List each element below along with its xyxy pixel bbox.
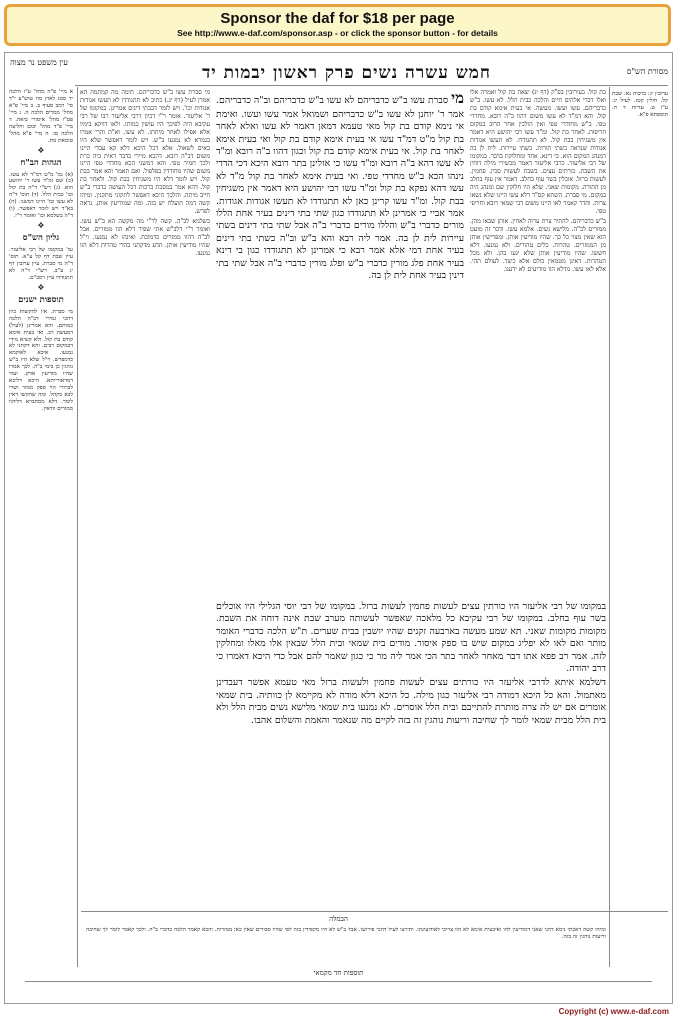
- hagahos-title: הגהות הב"ח: [20, 157, 62, 168]
- rashi-text-2: ב"ש כדבריהם. להתיר צרת ערוה לאחין. אותן שבאו מהן. ממזרים לב"ה. מלישא נשים. אלמא עשו. ודבר זה מועט הוא שאין מצוי כל כך. שהיו מודיעין אותן. ומפרישין אותן מן הממזרים. טהרות. כלים טהורים. ולא נמנעו. דלא חששו. שהיו מודיעין אותן שלא יגעו בהן. ולא מכל הטהרות. דאינן מטמאין כולם אלא כיצד. לעולם תהי. אלא לאו עשו. מדלא הוו מודיעים לא ידענו.: [470, 218, 606, 273]
- bottom-text: ומיהו קשה דאכתי נימא דהני שאני דמודיעין להו ואיבעית אימא לא הוו צריכי לאודועינהו. ותירצו לעיל דהכי פירושו. אבל ב"ש לא היו מקפידין בזה לפי שהיו סבורים שאין כאן ממזרות. והכא קאמר הלכה כדברי ב"ה. ולכך קאמר לומר לך שחיבה וריעות נוהגין זה בזה.: [86, 927, 606, 940]
- footer-rule: [25, 981, 652, 982]
- sponsor-title[interactable]: Sponsor the daf for $18 per page: [220, 10, 455, 27]
- gemara-column: [216, 89, 464, 629]
- tosafos-text: מי סברת עשו ב"ש כדבריהם. תימה מה קמתמה הא אמרן לעיל (דף יג.) כתיב לא תתגודדו לא תעשו אגודות אגודות וכו'. ויש לומר דבבתי דינים אמרינן. במקומו של ר' אליעזר. אומר ר"י דכיון דרבי אליעזר רבו של רבי עקיבא היה לפיכך היו עושין כמותו. ולאו דווקא בימיו אלא אפילו לאחר מיתתו. לא עשו. וא"ת והרי אמרו בגמרא לא נמנעו ב"ש. ויש לומר דאפשר שלא היו באים לשאול. אלא דכל היכא דלא קא עבדי היינו משום דב"ה רובא. דהכא מיירי בדבר דאית ביה כרת ולכך חמיר טפי. והא דמשני הכא מחדדי טפי היינו משום שהיו מחודדין בפלפול. ואם תאמר והא אמר בבת קול. ויש לומר דלא היו משגיחין בבת קול. ולאחר בת קול. דהא אמר במסכת ברכות דכל העושה כדברי ב"ש חייב מיתה. והלכך היכא דאפשר לתקוני מתקנין. ומיהו קשה דמה תועלת יש בזה. ומה שמודיעין אותן. נראה לפרש.: [80, 89, 210, 216]
- masores-text: ערובין יג: ברכות נא: שבת קל. חולין קטז. לעיל יג: ע"ז ט. עדיות ד ח. תוספתא פ"א.: [612, 91, 668, 118]
- left-side-column: [9, 89, 73, 969]
- rashi-column: [470, 89, 606, 595]
- gemara-opening-word: מי: [451, 89, 464, 107]
- gemara-text-2: במקומו של רבי אליעזר היו כורתין עצים לעשות פחמין לעשות ברזל. במקומו של רבי יוסי הגלילי היו אוכלים בשר עוף בחלב. במקומו של רבי עקיבא כל מלאכה שאפשר לעשותה מערב שבת אינה דוחה את השבת. מקומות מקומות שאני. תא שמע מעשה בארבעה זקנים שהיו יושבין בבית שערים. ת"ש הלכה כדברי האומר מותר ואם לאו לא יפליג במקום שיש בו ספק איסור. מודים בית שמאי ובית הלל שבאין אלו מאלו ומחלקין לזה. אמר רב פפא אתו דבר מאחר לאחר בתר הכי אמר ליה מר כי כגון שאמר להם אבל כדי היכא דאמרו כי דרב יהודה.: [216, 601, 606, 675]
- gilyon-text: גמ' במקומו של רבי אליעזר. עיין שבת דף קל ע"א. תוס' ד"ה מי סברת. עיין ערובין דף יג ע"ב. רש"י ד"ה לא תתגודדו עיין רמב"ם.: [9, 247, 73, 281]
- gilyon-title: גליון הש"ס: [22, 233, 60, 244]
- bottom-rule: [81, 911, 668, 912]
- tosafos-yeshanim-title: תוספות ישנים: [18, 294, 64, 305]
- ornament-divider: ❖: [37, 282, 45, 292]
- page-header: [5, 57, 672, 85]
- sponsor-subtitle[interactable]: See http://www.e-daf.com/sponsor.asp - or click the sponsor button - for details: [177, 28, 498, 38]
- hagahos-text: (א) גמ' מ"ט דמ"ד לא עשו. (ב) שם ומ"ד עשו ר' יהושע הוא. (ג) רש"י ד"ה בת קול וכו' כבית הלל. (ד) תוס' ד"ה לא עשו וכו' היינו דמשני. (ה) בא"ד ויש לומר דאפשר. (ו) ד"ה בשלמא וכו' ואומר ר"י.: [9, 171, 73, 220]
- masores-divider: [609, 87, 610, 967]
- tosafos-yeshanim-text: מי סברת. אין להקשות כיון דהכי גמירי דב"ה הלכה כמותם. והא אמרינן (לעיל) דמעשה רב. ואי בעית אימא קודם בת קול. ולא קשיא מידי דבמקום רבים. והא דקתני לא נמנעו. איכא לאוקמא כדמפרש. וי"ל שלא היו ב"ש נוהגין כן בימי ב"ה. לכך אמרו שהיו מודיעין אותן. ועוד דמדאורייתא. היכא דליכא לברורי הוי ספק ממזר ושרי לבא בקהל. ומה שהקשו דאין לומר. דלא מסתברא דליהוו ממזרים וודאין.: [9, 308, 73, 413]
- ein-mishpat-header: עין משפט נר מצוה: [10, 58, 68, 67]
- sponsor-banner[interactable]: [4, 4, 671, 46]
- masores-header: מסורת הש"ס: [626, 67, 668, 76]
- bottom-commentary: [86, 927, 606, 967]
- gemara-text-3: דשלמא איתא לדרבי אליעזר היו כורתים עצים לעשות פחמין ולעשות ברזל מאי טעמא אפשר דעבדינן מאתמול. והא כל היכא דמודה רבי אליעזר כגון מילה. כל היכא דלא מודה לא מקיימא לן כוותיה. בית שמאי אומרים אם יש לה צרה מותרת להתייבם ובית הלל אוסרים. לא נמנעו בית שמאי מלישא נשים מבית הלל ולא בית הלל מבית שמאי לומר לך שחיבה וריעות נוהגין זה בזה לקיים מה שנאמר והאמת והשלום אהבו.: [216, 677, 606, 726]
- masores-column: [612, 91, 668, 731]
- gemara-text: סברת עשו ב"ש כדבריהם לא עשו ב"ש כדבריהם וב"ה כדבריהם. אמר ר' יוחנן לא עשו ב"ש כדבריהם ושמואל אמר עשו ועשו. ואימת אי נימא קודם בת קול מאי טעמא דמאן דאמר לא עשו ואלא לאחר בת קול מ"ט דמ"ד עשו אי בעית אימא קודם בת קול ואי בעית אימא לאחר בת קול. אי בעית אימא קודם בת קול וכגון דהוו ב"ה רובא ומ"ד לא עשו דהא ב"ה רובא ומ"ד עשו כי אזלינן בתר רובא היכא דכי הדדי נינהו הכא ב"ש מחדדי טפי. ואי בעית אימא לאחר בת קול מ"ד לא עשו דהא נפקא בת קול ומ"ד עשו רבי יהושע היא דאמר אין משגיחין בבת קול. ומ"ד עשו קרינן כאן לא תתגודדו לא תעשו אגודות אגודות. אמר אביי כי אמרינן לא תתגודדו כגון שתי בתי דינים בעיר אחת הללו מורים כדברי ב"ש והללו מורים כדברי ב"ה אבל שתי בתי דינים בשתי עיירות לית לן בה. אמר ליה רבא והא ב"ש וב"ה כשתי בתי דינים בעיר אחת דמי אלא אמר רבא כי אמרינן לא תתגודדו כגון בי דינא בעיר אחת פלג מורין כדברי ב"ש ופלג מורין כדברי ב"ה אבל שתי בתי דינין בעיר אחת לית לן בה.: [216, 95, 464, 282]
- copyright-link[interactable]: Copyright (c) www.e-daf.com: [558, 1007, 669, 1016]
- daf-page: [4, 52, 673, 1004]
- ein-mishpat-text: א מיי' פ"ה מהל' ע"ז הלכה יד סמג לאוין מה טוש"ע י"ד סי' רמב סעיף ב. ב מיי' פ"א מהל' ממרים הלכה ה. ג מיי' פט"ו מהל' איסורי ביאה. ד מיי' פ"ד מהל' יבום וחליצה הלכה טו. ה מיי' פ"א מהל' טומאת מת.: [9, 89, 73, 144]
- gemara-lower-column: [216, 601, 606, 901]
- tosafos-text-2: בשלמא לב"ה. קשה לר"י מה מקשה הא ב"ש עשו. ואומר ר"י דלב"ש אתי שפיר דלא הוו ממזרים. אבל לב"ה דהוו ממזרים כדמוכח. ואינהו לא נמנעו. וי"ל שהיו מודיעין אותן. תדע מדקתני בהדי טהרות דלא הוו נמנעו.: [80, 218, 210, 257]
- header-rule: [75, 85, 668, 86]
- rashi-text: בת קול. בעירובין בפ"ק (דף יג) יצאה בת קול ואמרה אלו ואלו דברי אלהים חיים והלכה כבית הלל. לא עשו. ב"ש כדבריהם. עשו ועשו. מעשה. אי בעית אימא קודם בת קול. והא דמ"ד לא עשו משום דהוו ב"ה רובא. מחדדי טפי. ב"ש מחודדי טפי ואין הולכין אחר הרוב במקום חריפות. לאחר בת קול. ומ"ד עשו רבי יהושע היא דאמר אין משגיחין בבת קול. לא תתגודדו. לא תעשו אגודות אגודות שנראה כשתי תורות. בשתי עיירות. לית לן בה דמנהג המקום הוא. בי דינא. אחד ומחלוקת בדבר. במקומו של רבי אליעזר. כרבי אליעזר דאמר מכשירי מילה דוחין את השבת. כורתים עצים. בשבת לעשות סכין. פחמין. לעשות ברזל. אוכלין בשר עוף בחלב. דאמר אין עוף בחלב מן התורה. מקומות שאני. שלא היו חלוקין שם ומנהג היה במקום. מי סברת. השתא קס"ד דלא עשו היינו שלא נשאו צרות. והדר קאמר לאו היינו משום דבי שמאי רובא וחריפי טפי.: [470, 89, 606, 216]
- ornament-divider: ❖: [37, 221, 45, 231]
- ornament-divider: ❖: [37, 145, 45, 155]
- page-title: חמש עשרה נשים פרק ראשון יבמות יד: [202, 63, 491, 83]
- tosafos-column: [80, 89, 210, 679]
- bottom-label: הבמלה: [329, 915, 348, 923]
- tosafos-chad-label: תוספות חד מקמאי: [313, 969, 364, 977]
- left-side-divider: [77, 87, 78, 967]
